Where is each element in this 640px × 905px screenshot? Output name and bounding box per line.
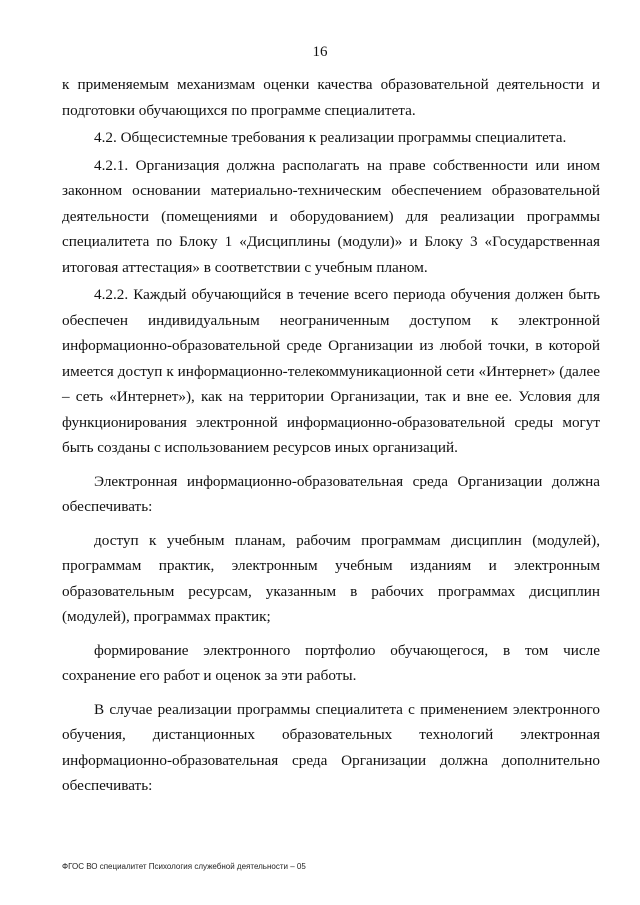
paragraph-portfolio-item: формирование электронного портфолио обучающегося, в том числе сохранение его работ и оценок за эти работы. (62, 641, 600, 684)
document-body (62, 72, 600, 799)
paragraph-4-2-1: 4.2.1. Организация должна располагать на праве собственности или ином законном основании материально-техническим обеспечением образовательной деятельности (помещениями и оборудованием) для реализации программы специалитета по Блоку 1 «Дисциплины (модули)» и Блоку 3 «Государственная итоговая аттестация» в соответствии с учебным планом. (62, 156, 600, 276)
paragraph-access-item: доступ к учебным планам, рабочим программам дисциплин (модулей), программам практик, электронным учебным изданиям и электронным образовательным ресурсам, указанным в рабочих программах дисциплин (модулей), программах практик; (62, 531, 600, 625)
paragraph-distance-learning: В случае реализации программы специалитета с применением электронного обучения, дистанционных образовательных технологий электронная информационно-образовательная среда Организации должна дополнительно обеспечивать: (62, 700, 600, 794)
footer-note: ФГОС ВО специалитет Психология служебной деятельности – 05 (62, 862, 306, 871)
paragraph-4-2-2: 4.2.2. Каждый обучающийся в течение всего периода обучения должен быть обеспечен индивидуальным неограниченным доступом к электронной информационно-образовательной среде Организации из любой точки, в которой имеется доступ к информационно-телекоммуникационной сети «Интернет» (далее – сеть «Интернет»), как на территории Организации, так и вне ее. Условия для функционирования электронной информационно-образовательной среды могут быть созданы с использованием ресурсов иных организаций. (62, 286, 600, 456)
paragraph-continuation: к применяемым механизмам оценки качества образовательной деятельности и подготовки обучающихся по программе специалитета. (62, 76, 600, 119)
paragraph-eios-intro: Электронная информационно-образовательная среда Организации должна обеспечивать: (62, 472, 600, 515)
page-number: 16 (312, 44, 328, 60)
paragraph-4-2-heading: 4.2. Общесистемные требования к реализации программы специалитета. (94, 129, 567, 146)
